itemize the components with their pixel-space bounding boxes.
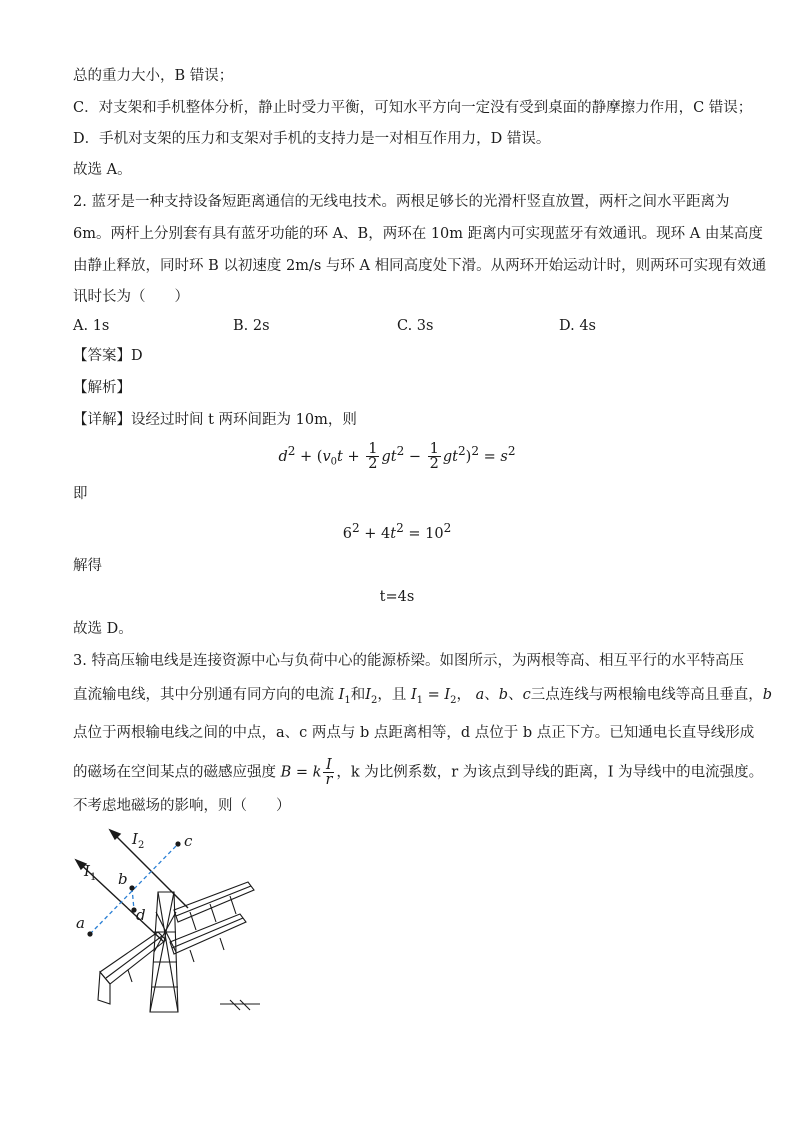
- label-a: a: [76, 914, 85, 932]
- wire-i2: [110, 830, 188, 908]
- point-c: [175, 841, 180, 846]
- option-c: C. 3s: [397, 318, 434, 334]
- ji-label: 即: [73, 486, 88, 502]
- q3-text: 直流输电线，其中分别通有同方向的电流: [73, 687, 334, 703]
- q2-stem: 2. 蓝牙是一种支持设备短距离通信的无线电技术。两根足够长的光滑杆竖直放置，两杆之间水平距离为: [73, 194, 730, 210]
- analysis-label: 【解析】: [73, 380, 131, 396]
- label-i1: $I_1$: [84, 862, 97, 883]
- q3-stem: 点位于两根输电线之间的中点，a、c 两点与 b 点距离相等，d 点位于 b 点正下方。已知通电长直导线形成: [73, 725, 755, 741]
- q3-stem: 直流输电线，其中分别通有同方向的电流 $I_1$和$I_2$，且 $I_1 = I_2$， a、b、c三点连线与两根输电线等高且垂直，b: [73, 687, 773, 706]
- jiede-label: 解得: [73, 558, 102, 574]
- point-b: [129, 885, 134, 890]
- text-line: C．对支架和手机整体分析，静止时受力平衡，可知水平方向一定没有受到桌面的静摩擦力作用，C 错误；: [73, 100, 753, 116]
- q3-text: 的磁场在空间某点的磁感应强度: [73, 764, 276, 781]
- label-b: b: [118, 870, 128, 888]
- q3-stem: 的磁场在空间某点的磁感应强度 B = k $\frac{I}{r}$ ，k 为比例系数，r 为该点到导线的距离，I 为导线中的电流强度。: [73, 757, 764, 788]
- text-line: 故选 A。: [73, 162, 132, 178]
- answer-label: 【答案】D: [73, 348, 143, 364]
- power-line-figure: [70, 822, 270, 1022]
- result: t=4s: [379, 589, 415, 605]
- detail-text: 【详解】设经过时间 t 两环间距为 10m，则: [73, 412, 357, 428]
- label-c: c: [184, 832, 193, 850]
- q3-stem: 不考虑地磁场的影响，则（ ）: [73, 798, 291, 814]
- q3-text: ，k 为比例系数，r 为该点到导线的距离，I 为导线中的电流强度。: [336, 764, 764, 781]
- q3-text: 三点连线与两根输电线等高且垂直，: [530, 687, 763, 703]
- q2-stem: 讯时长为（ ）: [73, 289, 189, 305]
- q2-stem: 由静止释放，同时环 B 以初速度 2m/s 与环 A 相同高度处下滑。从两环开始运动计时，则两环可实现有效通: [73, 258, 767, 274]
- label-i2: $I_2$: [132, 830, 145, 851]
- line-b-d: [132, 888, 134, 910]
- equation-2: $6^2 + 4t^2 = 10^2$: [342, 521, 452, 542]
- option-d: D. 4s: [559, 318, 596, 334]
- option-a: A. 1s: [73, 318, 110, 334]
- equation-1: $d^2 + (v_0t$ + $\frac{1}{2}$ $gt^2$ − $\frac{1}{2}$ $gt^2)^2 = s^2$: [278, 441, 516, 473]
- text-line: 总的重力大小，B 错误；: [73, 68, 234, 84]
- q2-stem: 6m。两杆上分别套有具有蓝牙功能的环 A、B，两环在 10m 距离内可实现蓝牙有效通讯。现环 A 由某高度: [73, 226, 763, 242]
- conclusion: 故选 D。: [73, 621, 133, 637]
- option-b: B. 2s: [233, 318, 270, 334]
- q3-stem: 3. 特高压输电线是连接资源中心与负荷中心的能源桥梁。如图所示，为两根等高、相互平行的水平特高压: [73, 653, 744, 669]
- q3-text: ，: [456, 687, 472, 703]
- q3-text: ，且: [377, 687, 407, 703]
- text-line: D．手机对支架的压力和支架对手机的支持力是一对相互作用力，D 错误。: [73, 131, 551, 147]
- label-d: d: [136, 906, 146, 924]
- point-a: [87, 931, 92, 936]
